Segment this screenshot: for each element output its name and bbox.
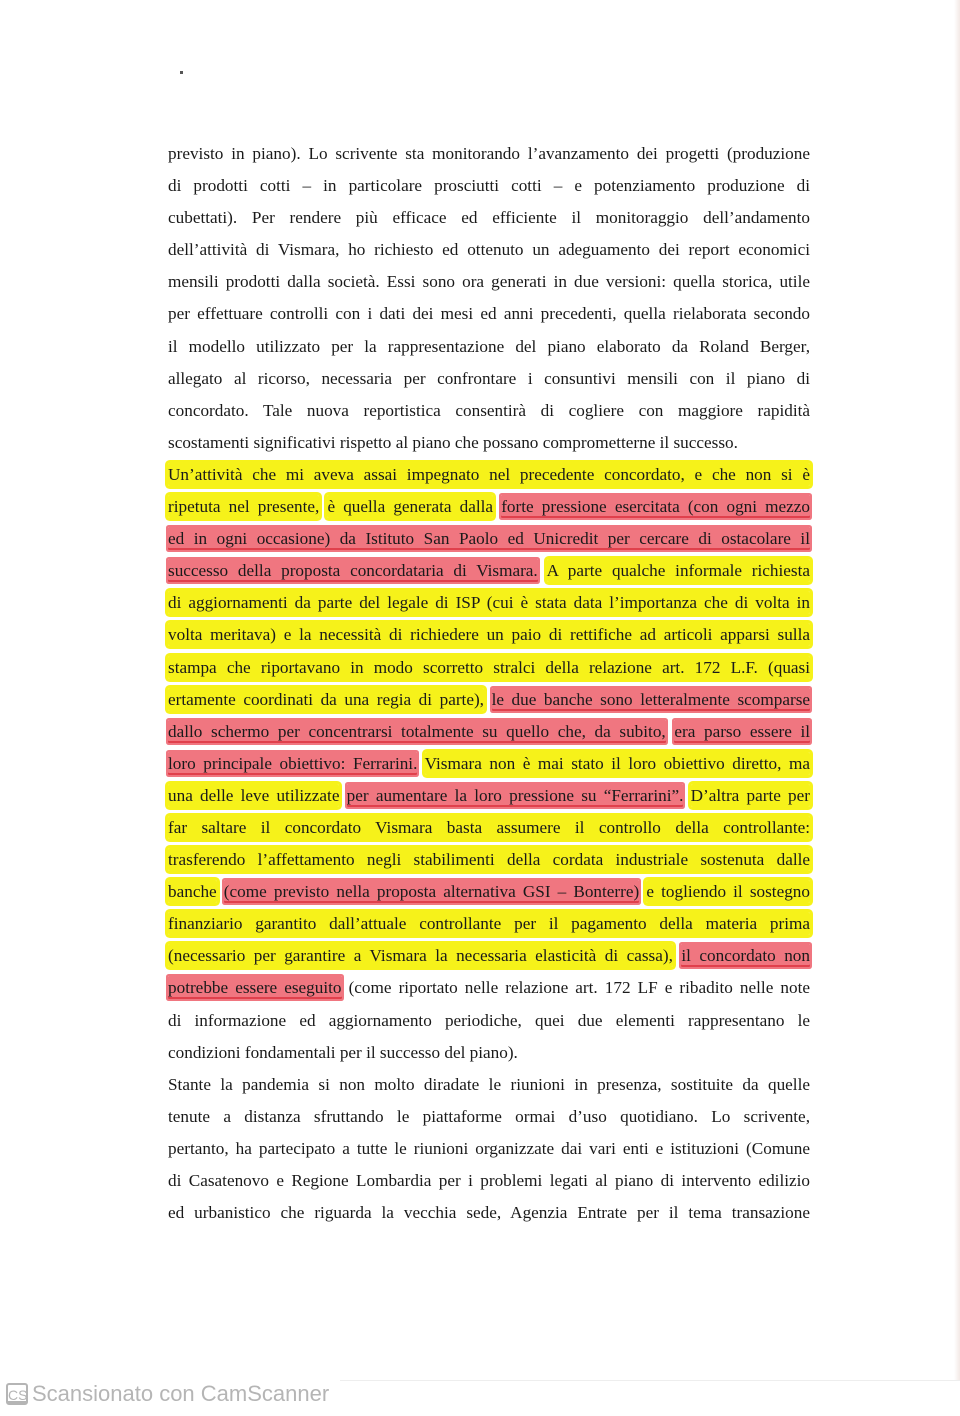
text-line bbox=[168, 138, 810, 170]
camscanner-logo-icon: CS bbox=[6, 1383, 28, 1405]
text-segment: ed urbanistico che riguarda la vecchia sede, Agenzia Entrate per il tema transazione bbox=[168, 1203, 810, 1223]
text-line bbox=[168, 331, 810, 363]
highlight-yellow: e togliendo il sostegno bbox=[646, 882, 810, 902]
text-line bbox=[168, 652, 810, 684]
text-segment: condizioni fondamentali per il successo del piano). bbox=[168, 1042, 518, 1062]
text-line bbox=[168, 908, 810, 940]
highlight-yellow: D’altra parte per bbox=[690, 785, 811, 805]
text-line bbox=[168, 395, 810, 427]
highlight-red: (come previsto nella proposta alternativa GSI – Bonterre) bbox=[223, 882, 640, 902]
text-segment: per effettuare controlli con i dati dei mesi ed anni precedenti, quella rielaborata secondo bbox=[168, 304, 810, 324]
text-line bbox=[168, 202, 810, 234]
highlight-red: loro principale obiettivo: Ferrarini. bbox=[168, 753, 418, 773]
text-segment: pertanto, ha partecipato a tutte le riunioni organizzate dai vari enti e istituzioni (Comune bbox=[168, 1138, 810, 1158]
page-edge bbox=[954, 0, 960, 1380]
highlight-yellow: stampa che riportavano in modo scorretto stralci della relazione art. 172 L.F. (quasi bbox=[168, 657, 810, 677]
text-line bbox=[168, 234, 810, 266]
highlight-red: il concordato non bbox=[681, 946, 810, 966]
text-line bbox=[168, 780, 810, 812]
text-segment: cubettati). Per rendere più efficace ed efficiente il monitoraggio dell’andamento bbox=[168, 208, 810, 228]
text-line bbox=[168, 812, 810, 844]
highlight-yellow: ertamente coordinati da una regia di parte), bbox=[168, 689, 484, 709]
text-line bbox=[168, 748, 810, 780]
text-segment: allegato al ricorso, necessaria per confrontare i consuntivi mensili con il piano di bbox=[168, 368, 810, 388]
text-line bbox=[168, 298, 810, 330]
text-segment: di Casatenovo e Regione Lombardia per i problemi legati al piano di intervento edilizio bbox=[168, 1171, 810, 1190]
text-line bbox=[168, 1005, 810, 1037]
text-segment: tenute a distanza sfruttando le piattaforme ormai d’uso quotidiano. Lo scrivente, bbox=[168, 1106, 810, 1126]
highlight-yellow: è quella generata dalla bbox=[327, 497, 494, 517]
text-line bbox=[168, 1165, 810, 1197]
text-line bbox=[168, 555, 810, 587]
text-segment bbox=[493, 497, 501, 516]
text-segment: scostamenti significativi rispetto al piano che possano comprometterne il successo. bbox=[168, 432, 738, 452]
text-segment bbox=[417, 754, 424, 773]
camscanner-watermark bbox=[6, 1380, 329, 1408]
highlight-red: successo della proposta concordataria di Vismara. bbox=[168, 561, 538, 581]
text-line bbox=[168, 523, 810, 555]
watermark-text: Scansionato con CamScanner bbox=[32, 1381, 330, 1406]
highlight-yellow: far saltare il concordato Vismara basta assumere il controllo della controllante: bbox=[168, 817, 810, 837]
highlight-yellow: Un’attività che mi aveva assai impegnato nel precedente concordato, e che non si è bbox=[168, 464, 810, 484]
text-line bbox=[168, 940, 810, 972]
text-line bbox=[168, 972, 810, 1004]
highlight-red: ed in ogni occasione) da Istituto San Paolo ed Unicredit per cercare di ostacolare il bbox=[168, 529, 810, 549]
text-segment bbox=[683, 786, 690, 805]
text-line bbox=[168, 491, 810, 523]
highlight-yellow: (necessario per garantire a Vismara la necessaria elasticità di cassa), bbox=[168, 946, 673, 966]
text-segment: (come riportato nelle relazione art. 172 LF e ribadito nelle note bbox=[341, 978, 810, 998]
text-segment: di prodotti cotti – in particolare prosciutti cotti – e potenziamento produzione di bbox=[168, 176, 810, 196]
highlight-red: era parso essere il bbox=[674, 721, 811, 741]
highlight-yellow: di aggiornamenti da parte del legale di ISP (cui è stata data l’importanza che di volta in bbox=[168, 593, 810, 613]
highlight-red: forte pressione esercitata (con ogni mezzo bbox=[501, 497, 811, 517]
text-line bbox=[168, 619, 810, 651]
text-line bbox=[168, 876, 810, 908]
text-segment: di informazione ed aggiornamento periodiche, quei due elementi rappresentano le bbox=[168, 1010, 810, 1030]
text-segment: concordato. Tale nuova reportistica consentirà di cogliere con maggiore rapidità bbox=[168, 400, 810, 420]
text-line bbox=[168, 684, 810, 716]
highlight-yellow: finanziario garantito dall’attuale controllante per il pagamento della materia prima bbox=[168, 914, 810, 934]
text-segment bbox=[538, 561, 547, 580]
highlight-yellow: una delle leve utilizzate bbox=[168, 785, 340, 805]
highlight-yellow: trasferendo l’affettamento negli stabilimenti della cordata industriale sostenuta dalle bbox=[168, 850, 810, 870]
text-line bbox=[168, 363, 810, 395]
text-line bbox=[168, 1133, 810, 1165]
highlight-red: per aumentare la loro pressione su “Ferrarini”. bbox=[346, 785, 684, 805]
text-segment: previsto in piano). Lo scrivente sta monitorando l’avanzamento dei progetti (produzione bbox=[168, 144, 810, 163]
text-line bbox=[168, 266, 810, 298]
text-line bbox=[168, 1197, 810, 1229]
highlight-yellow: A parte qualche informale richiesta bbox=[546, 561, 810, 581]
text-line bbox=[168, 1069, 810, 1101]
text-line bbox=[168, 170, 810, 202]
footer-divider bbox=[340, 1380, 960, 1381]
highlight-red: le due banche sono letteralmente scomparse bbox=[491, 689, 811, 709]
text-line bbox=[168, 587, 810, 619]
text-line bbox=[168, 1101, 810, 1133]
highlight-yellow: ripetuta nel presente, bbox=[168, 497, 320, 517]
highlight-red: potrebbe essere eseguito bbox=[168, 978, 342, 998]
text-segment: il modello utilizzato per la rappresentazione del piano elaborato da Roland Berger, bbox=[168, 336, 810, 356]
text-segment bbox=[484, 690, 492, 709]
text-segment bbox=[217, 882, 224, 901]
document-body bbox=[168, 138, 810, 1229]
text-segment bbox=[339, 786, 346, 805]
text-segment: mensili prodotti dalla società. Essi sono ora generati in due versioni: quella storica, utile bbox=[168, 272, 810, 292]
text-line bbox=[168, 459, 810, 491]
text-segment: dell’attività di Vismara, ho richiesto ed ottenuto un adeguamento dei report economici bbox=[168, 240, 810, 260]
text-line bbox=[168, 1037, 810, 1069]
highlight-yellow: banche bbox=[168, 882, 217, 902]
page-mark bbox=[180, 71, 183, 74]
text-line bbox=[168, 716, 810, 748]
highlight-yellow: Vismara non è mai stato il loro obiettivo diretto, ma bbox=[424, 753, 810, 773]
highlight-red: dallo schermo per concentrarsi totalmente su quello che, da subito, bbox=[168, 721, 666, 741]
text-segment: Stante la pandemia si non molto diradate le riunioni in presenza, sostituite da quelle bbox=[168, 1074, 810, 1094]
text-line bbox=[168, 844, 810, 876]
text-line bbox=[168, 427, 810, 459]
highlight-yellow: volta meritava) e la necessità di richiedere un paio di rettifiche ad articoli apparsi sulla bbox=[168, 625, 810, 645]
